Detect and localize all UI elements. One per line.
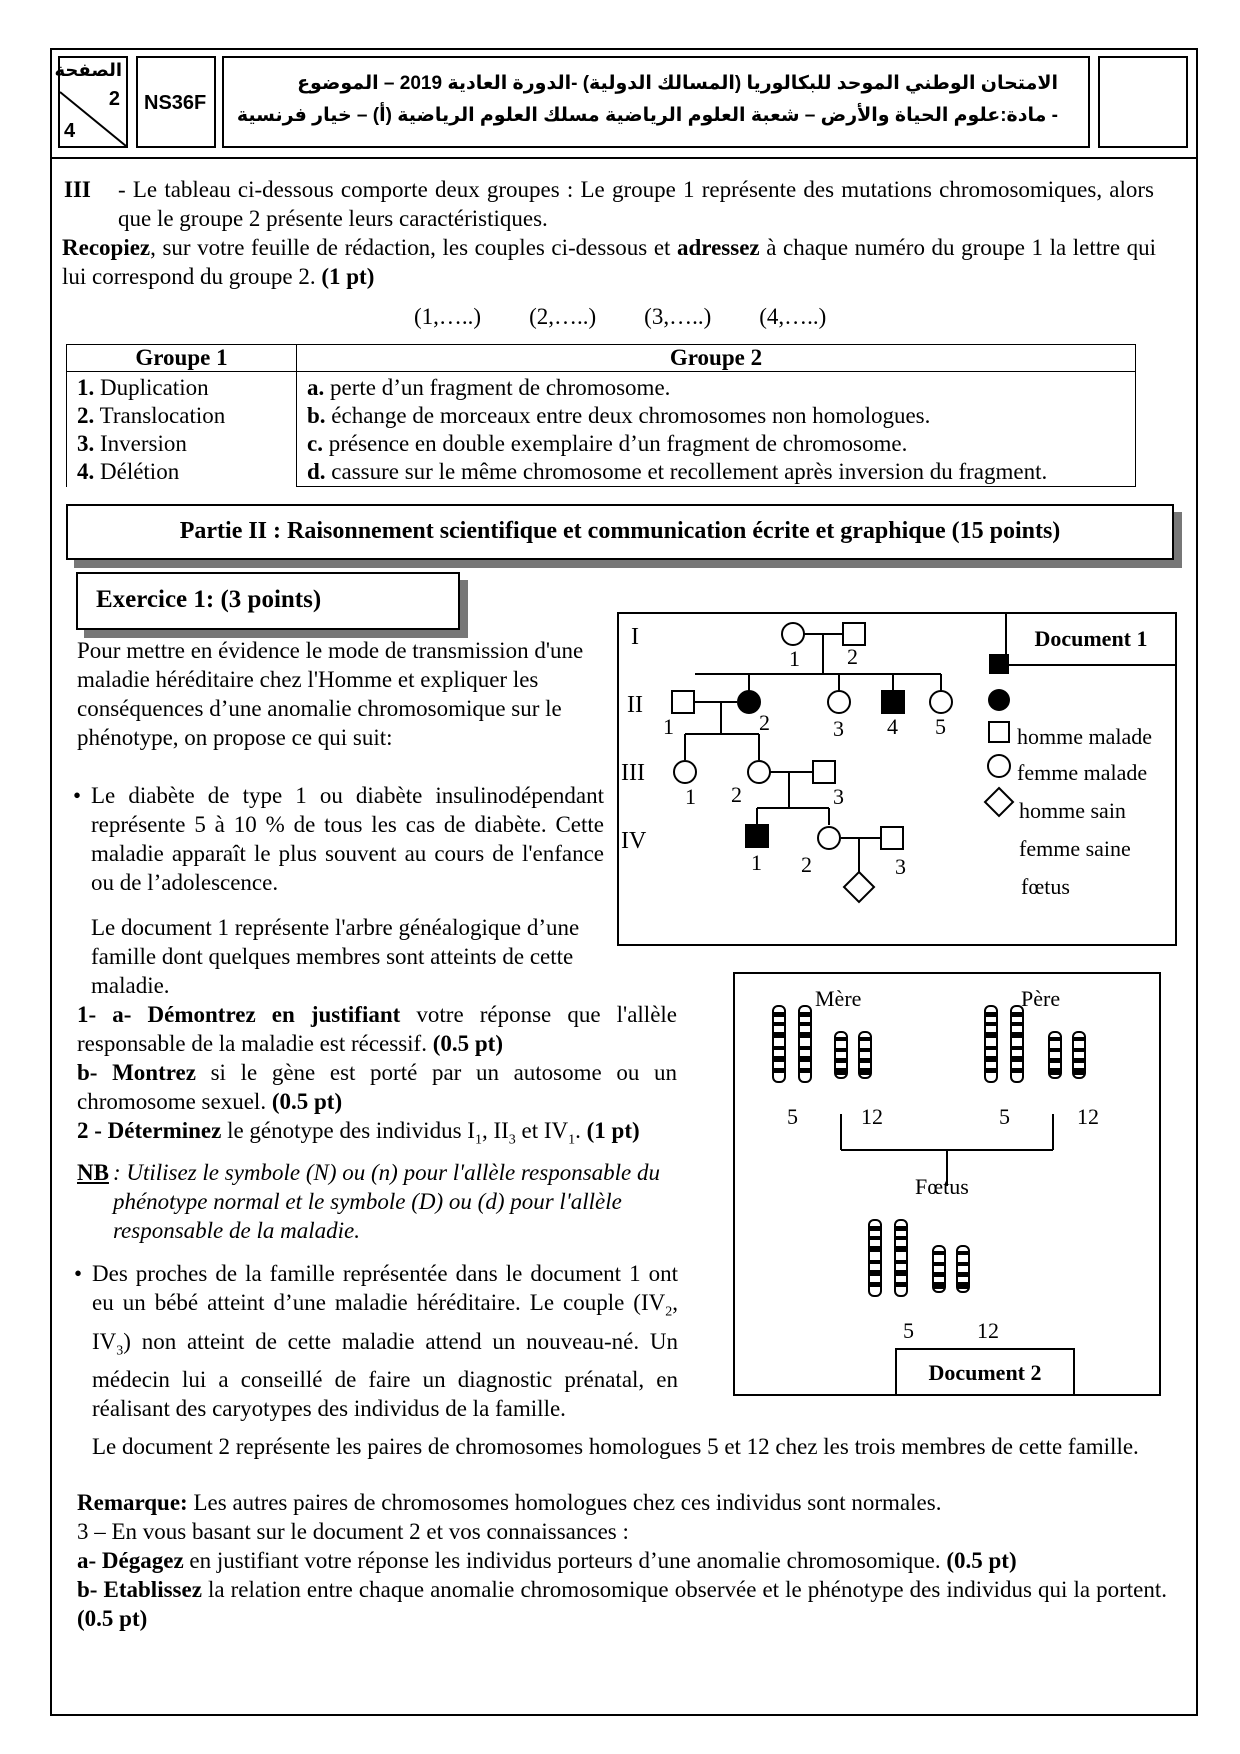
q1a-verb: Démontrez en justifiant <box>147 1002 401 1027</box>
q1a-text: votre réponse que l'allèle responsable de la maladie est récessif. <box>77 1002 677 1056</box>
q3a-num: a- <box>77 1548 102 1573</box>
row-letter: b. <box>307 403 326 428</box>
q3b-verb: Etablissez <box>103 1577 202 1602</box>
legend-female-affected: femme malade <box>1017 760 1148 785</box>
gen-label-IV: IV <box>621 828 647 854</box>
doc1-description: Le document 1 représente l'arbre généalogique d’une famille dont quelques membres sont atteints de cette maladie. <box>91 915 580 998</box>
label-II2: 2 <box>759 710 770 735</box>
label-IV1: 1 <box>751 850 762 875</box>
exam-code: NS36F <box>144 92 207 114</box>
q2-verb: Déterminez <box>107 1118 222 1143</box>
question-3-intro: 3 – En vous basant sur le document 2 et vos connaissances : <box>77 1519 629 1544</box>
bullet-diabete: • Le diabète de type 1 ou diabète insulinodépendant représente 5 à 10 % de tous les cas de diabète. Cette maladie apparaît le plus souvent au cours de l'enfance ou de l’adolescence. <box>91 781 604 897</box>
label-IV2: 2 <box>801 852 812 877</box>
question-3b <box>77 1575 1167 1633</box>
document2-figure <box>733 972 1161 1396</box>
row-mutation: Délétion <box>94 459 180 484</box>
legend-female-affected-symbol <box>988 689 1010 711</box>
mother-chr12-a <box>835 1032 847 1078</box>
instr-verb-1: Recopiez <box>62 235 151 260</box>
col-groupe-2: Groupe 2 <box>297 345 1136 372</box>
row-letter: a. <box>307 375 325 400</box>
row-mutation: Inversion <box>94 431 187 456</box>
gen-label-II: II <box>627 692 643 718</box>
female-healthy-II5 <box>930 691 952 713</box>
male-healthy-II1 <box>672 691 694 713</box>
header-title-box <box>222 56 1090 148</box>
father-label: Père <box>1021 986 1061 1011</box>
label-II4: 4 <box>887 714 898 739</box>
fetus-chr12-b <box>957 1246 969 1292</box>
fetus-label: Fœtus <box>915 1174 969 1199</box>
q2-text: et IV <box>515 1118 569 1143</box>
label-III1: 1 <box>685 784 696 809</box>
bullet2-sub: 2 <box>665 1304 673 1320</box>
label-III3: 3 <box>833 784 844 809</box>
mother-chr12-b <box>859 1032 871 1078</box>
header-page-box <box>54 56 128 148</box>
document2-title: Document 2 <box>928 1360 1042 1385</box>
document1-figure <box>617 612 1177 946</box>
pair-1: (1,…..) <box>414 304 482 329</box>
q1b-num: b- <box>77 1060 113 1085</box>
pair-3: (3,…..) <box>644 304 712 329</box>
q3a-text: en justifiant votre réponse les individus porteurs d’une anomalie chromosomique. <box>183 1548 947 1573</box>
father-chr12-a <box>1049 1032 1061 1078</box>
instr-text-1: , sur votre feuille de rédaction, les couples ci-dessous et <box>150 235 677 260</box>
section3-num: III <box>64 177 91 202</box>
nb-label: NB <box>77 1160 109 1185</box>
table-row <box>67 372 1136 487</box>
q3b-text: la relation entre chaque anomalie chromosomique observée et le phénotype des individus qui la portent. <box>201 1577 1168 1602</box>
doc2-description: Le document 2 représente les paires de chromosomes homologues 5 et 12 chez les trois membres de cette famille. <box>92 1434 1139 1459</box>
row-characteristic: présence en double exemplaire d’un fragment de chromosome. <box>322 431 908 456</box>
mother-chr5-b <box>799 1006 811 1082</box>
label-II1: 1 <box>663 714 674 739</box>
q1b-points: (0.5 pt) <box>271 1089 343 1114</box>
father-chr5-b <box>1011 1006 1023 1082</box>
fetus-chr5-label: 5 <box>903 1318 914 1343</box>
row-num: 1. <box>77 375 95 400</box>
q2-text: le génotype des individus I <box>221 1118 475 1143</box>
remark-text: Les autres paires de chromosomes homologues chez ces individus sont normales. <box>187 1490 942 1515</box>
document2-title-box <box>895 1348 1075 1396</box>
row-num: 2. <box>77 403 95 428</box>
exercice1-title-box <box>76 572 460 630</box>
female-healthy-IV2 <box>818 827 840 849</box>
q3a-verb: Dégagez <box>101 1548 184 1573</box>
question-3a <box>77 1546 1167 1575</box>
remark-label: Remarque: <box>77 1490 188 1515</box>
instr-points: (1 pt) <box>321 264 375 289</box>
male-affected-II4 <box>882 691 904 713</box>
father-chr12-b <box>1073 1032 1085 1078</box>
document1-title-box <box>1005 614 1175 666</box>
male-healthy-I2 <box>843 623 865 645</box>
header-rule <box>50 157 1196 159</box>
q2-points: (1 pt) <box>586 1118 640 1143</box>
female-healthy-II3 <box>828 691 850 713</box>
question-2 <box>77 1116 697 1155</box>
exercice1-intro: Pour mettre en évidence le mode de transmission d'une maladie héréditaire chez l'Homme et expliquer les conséquences d’une anomalie chromosomique sur le phénotype, on propose ce qui suit: <box>77 638 584 750</box>
fetus-chr12-label: 12 <box>977 1318 999 1343</box>
mother-label: Mère <box>815 986 862 1011</box>
header-line-2: - مادة:علوم الحياة والأرض – شعبة العلوم الرياضية مسلك العلوم الرياضية (أ) – خيار فرنسية <box>236 105 1058 126</box>
q3a-points: (0.5 pt) <box>946 1548 1017 1573</box>
pair-4: (4,…..) <box>759 304 827 329</box>
row-characteristic: échange de morceaux entre deux chromosomes non homologues. <box>325 403 931 428</box>
q3b-points: (0.5 pt) <box>77 1606 148 1631</box>
female-affected-II2 <box>738 691 760 713</box>
table-header <box>67 345 1136 372</box>
bullet2-text: ) non atteint de cette maladie attend un nouveau-né. Un médecin lui a conseillé de faire un diagnostic prénatal, en réalisant des caryotypes des individus de la famille. <box>92 1328 678 1422</box>
section3-instruction <box>62 233 1156 291</box>
father-chr5-label: 5 <box>999 1104 1010 1129</box>
fetus-chr5-a <box>869 1220 881 1296</box>
legend-female-healthy: femme saine <box>1019 836 1131 861</box>
q2-text: , II <box>481 1118 509 1143</box>
legend-fetus: fœtus <box>1021 874 1070 899</box>
q1a-points: (0.5 pt) <box>432 1031 503 1056</box>
male-healthy-III3 <box>813 761 835 783</box>
row-letter: d. <box>307 459 326 484</box>
label-I1: 1 <box>789 646 800 671</box>
instr-text-2: à chaque numéro du groupe 1 la lettre qui lui correspond du groupe 2. <box>62 235 1156 289</box>
q2-sub: 1 <box>474 1132 482 1148</box>
document1-title: Document 1 <box>1034 626 1148 651</box>
q1a-num: 1- a- <box>77 1002 148 1027</box>
page-number: 2 <box>108 88 120 110</box>
q2-sub: 3 <box>508 1132 516 1148</box>
bullet-diagnostic <box>92 1259 678 1423</box>
legend-male-healthy: homme sain <box>1019 798 1126 823</box>
q2-sub: 1 <box>568 1132 576 1148</box>
gen-label-I: I <box>631 624 639 650</box>
bullet2-text: Des proches de la famille représentée dans le document 1 ont eu un bébé atteint d’une maladie héréditaire. Le couple (IV <box>92 1261 678 1315</box>
nb-text: : Utilisez le symbole (N) ou (n) pour l'allèle responsable du phénotype normal et le symbole (D) ou (d) pour l'allèle responsable de la maladie. <box>112 1160 660 1243</box>
legend-fetus-symbol <box>985 788 1013 816</box>
row-characteristic: perte d’un fragment de chromosome. <box>324 375 671 400</box>
partie2-title-box <box>66 504 1174 560</box>
instr-verb-2: adressez <box>677 235 760 260</box>
col-groupe-1: Groupe 1 <box>67 345 297 372</box>
father-chr5-a <box>985 1006 997 1082</box>
mutation-table <box>66 344 1136 487</box>
mother-chr5-label: 5 <box>787 1104 798 1129</box>
fetus-IV <box>844 872 874 902</box>
mother-chr12-label: 12 <box>861 1104 883 1129</box>
label-II5: 5 <box>935 714 946 739</box>
page-total: 4 <box>64 120 76 142</box>
pair-2: (2,…..) <box>529 304 597 329</box>
section3-intro-text: - Le tableau ci-dessous comporte deux groupes : Le groupe 1 représente des mutations chromosomiques, alors que le groupe 2 présente leurs caractéristiques. <box>118 177 1154 231</box>
bullet2-text: , IV <box>92 1290 678 1354</box>
row-mutation: Duplication <box>94 375 209 400</box>
female-healthy-III2 <box>748 761 770 783</box>
row-num: 3. <box>77 431 95 456</box>
male-affected-IV1 <box>746 825 768 847</box>
mother-chr5-a <box>773 1006 785 1082</box>
female-healthy-I1 <box>782 623 804 645</box>
legend-male-healthy-symbol <box>989 722 1009 742</box>
legend-female-healthy-symbol <box>988 755 1010 777</box>
label-IV3: 3 <box>895 854 906 879</box>
question-1a <box>77 1000 677 1058</box>
fetus-chr12-a <box>933 1246 945 1292</box>
male-healthy-IV3 <box>881 827 903 849</box>
female-healthy-III1 <box>674 761 696 783</box>
fetus-chr5-b <box>895 1220 907 1296</box>
label-II3: 3 <box>833 716 844 741</box>
row-num: 4. <box>77 459 95 484</box>
bullet2-sub: 3 <box>116 1343 124 1359</box>
answer-pairs <box>414 302 874 331</box>
section3-intro <box>64 175 1154 233</box>
question-1b <box>77 1058 677 1116</box>
remark <box>77 1488 1167 1517</box>
legend-male-affected: homme malade <box>1017 724 1153 749</box>
header-blank-box <box>1098 56 1188 148</box>
q3b-num: b- <box>77 1577 104 1602</box>
label-III2: 2 <box>731 782 742 807</box>
father-chr12-label: 12 <box>1077 1104 1099 1129</box>
nb-note <box>77 1158 683 1245</box>
q1b-text: si le gène est porté par un autosome ou un chromosome sexuel. <box>77 1060 677 1114</box>
q1b-verb: Montrez <box>112 1060 196 1085</box>
partie2-title: Partie II : Raisonnement scientifique et communication écrite et graphique (15 points) <box>179 518 1061 544</box>
q2-num: 2 - <box>77 1118 108 1143</box>
q2-text: . <box>575 1118 587 1143</box>
row-mutation: Translocation <box>94 403 226 428</box>
exercice1-title: Exercice 1: (3 points) <box>96 586 322 613</box>
header-code-box <box>136 56 216 148</box>
row-characteristic: cassure sur le même chromosome et recollement après inversion du fragment. <box>325 459 1048 484</box>
header-line-1: الامتحان الوطني الموحد للبكالوريا (المسالك الدولية) -الدورة العادية 2019 – الموضوع <box>297 73 1058 94</box>
gen-label-III: III <box>621 760 645 786</box>
page-label: الصفحة <box>54 60 122 80</box>
row-letter: c. <box>307 431 323 456</box>
label-I2: 2 <box>847 644 858 669</box>
